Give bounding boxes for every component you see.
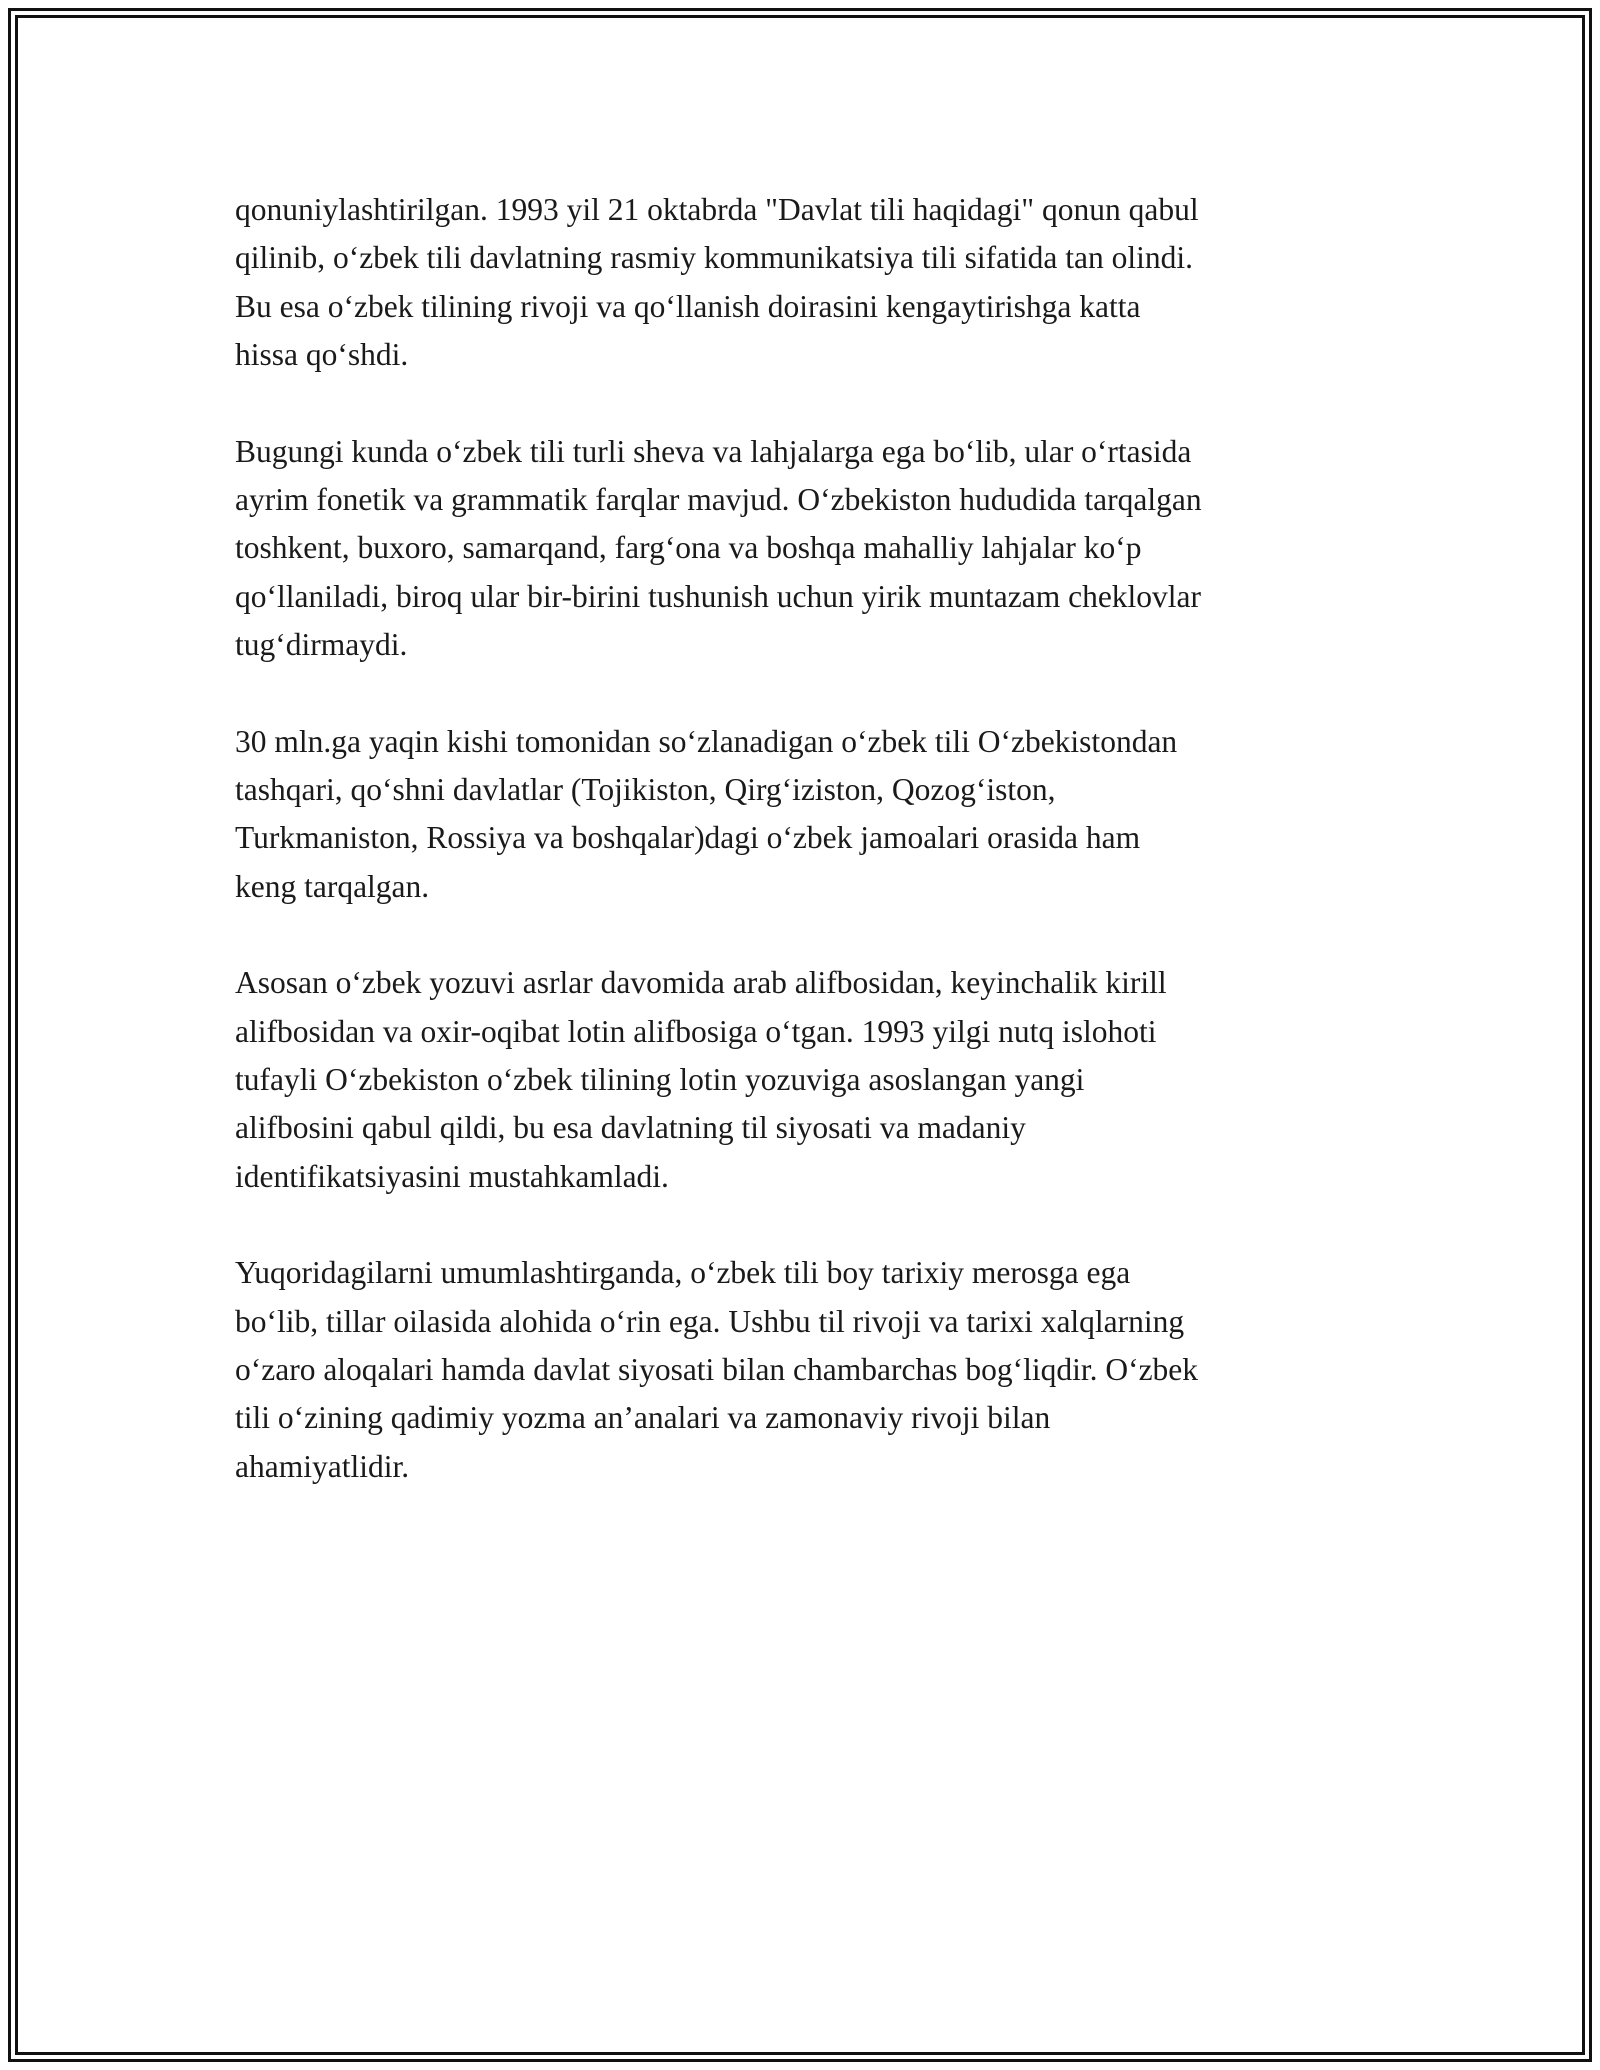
text-line: Bugungi kunda o‘zbek tili turli sheva va lahjalarga ega bo‘lib, ular o‘rtasida	[235, 433, 1192, 469]
text-line: Bu esa o‘zbek tilining rivoji va qo‘llanish doirasini kengaytirishga katta	[235, 288, 1141, 324]
text-line: ayrim fonetik va grammatik farqlar mavjud. O‘zbekiston hududida tarqalgan	[235, 481, 1202, 517]
text-line: ahamiyatlidir.	[235, 1448, 410, 1484]
text-line: Yuqoridagilarni umumlashtirganda, o‘zbek tili boy tarixiy merosga ega	[235, 1255, 1131, 1291]
document-page	[235, 186, 1365, 1539]
text-line: identifikatsiyasini mustahkamladi.	[235, 1158, 669, 1194]
text-line: o‘zaro aloqalari hamda davlat siyosati bilan chambarchas bog‘liqdir. O‘zbek	[235, 1351, 1199, 1387]
text-line: toshkent, buxoro, samarqand, farg‘ona va boshqa mahalliy lahjalar ko‘p	[235, 530, 1142, 566]
paragraph-1	[235, 186, 1365, 379]
text-line: 30 mln.ga yaqin kishi tomonidan so‘zlanadigan o‘zbek tili O‘zbekistondan	[235, 723, 1178, 759]
text-line: qilinib, o‘zbek tili davlatning rasmiy kommunikatsiya tili sifatida tan olindi.	[235, 240, 1193, 276]
paragraph-3	[235, 718, 1365, 911]
text-line: tili o‘zining qadimiy yozma an’analari va zamonaviy rivoji bilan	[235, 1400, 1051, 1436]
text-line: tashqari, qo‘shni davlatlar (Tojikiston, Qirg‘iziston, Qozog‘iston,	[235, 771, 1056, 807]
text-line: tug‘dirmaydi.	[235, 626, 408, 662]
paragraph-4	[235, 959, 1365, 1200]
paragraph-5	[235, 1249, 1365, 1490]
text-line: qonuniylashtirilgan. 1993 yil 21 oktabrda "Davlat tili haqidagi" qonun qabul	[235, 192, 1199, 227]
text-line: Asosan o‘zbek yozuvi asrlar davomida arab alifbosidan, keyinchalik kirill	[235, 965, 1167, 1001]
text-line: qo‘llaniladi, biroq ular bir-birini tushunish uchun yirik muntazam cheklovlar	[235, 578, 1202, 614]
text-line: alifbosini qabul qildi, bu esa davlatning til siyosati va madaniy	[235, 1110, 1026, 1146]
text-line: tufayli O‘zbekiston o‘zbek tilining lotin yozuviga asoslangan yangi	[235, 1061, 1085, 1097]
text-line: hissa qo‘shdi.	[235, 336, 409, 372]
text-line: keng tarqalgan.	[235, 868, 430, 904]
paragraph-2	[235, 428, 1365, 669]
text-line: bo‘lib, tillar oilasida alohida o‘rin ega. Ushbu til rivoji va tarixi xalqlarning	[235, 1303, 1185, 1339]
text-line: alifbosidan va oxir-oqibat lotin alifbosiga o‘tgan. 1993 yilgi nutq islohoti	[235, 1013, 1157, 1049]
text-line: Turkmaniston, Rossiya va boshqalar)dagi o‘zbek jamoalari orasida ham	[235, 820, 1141, 856]
